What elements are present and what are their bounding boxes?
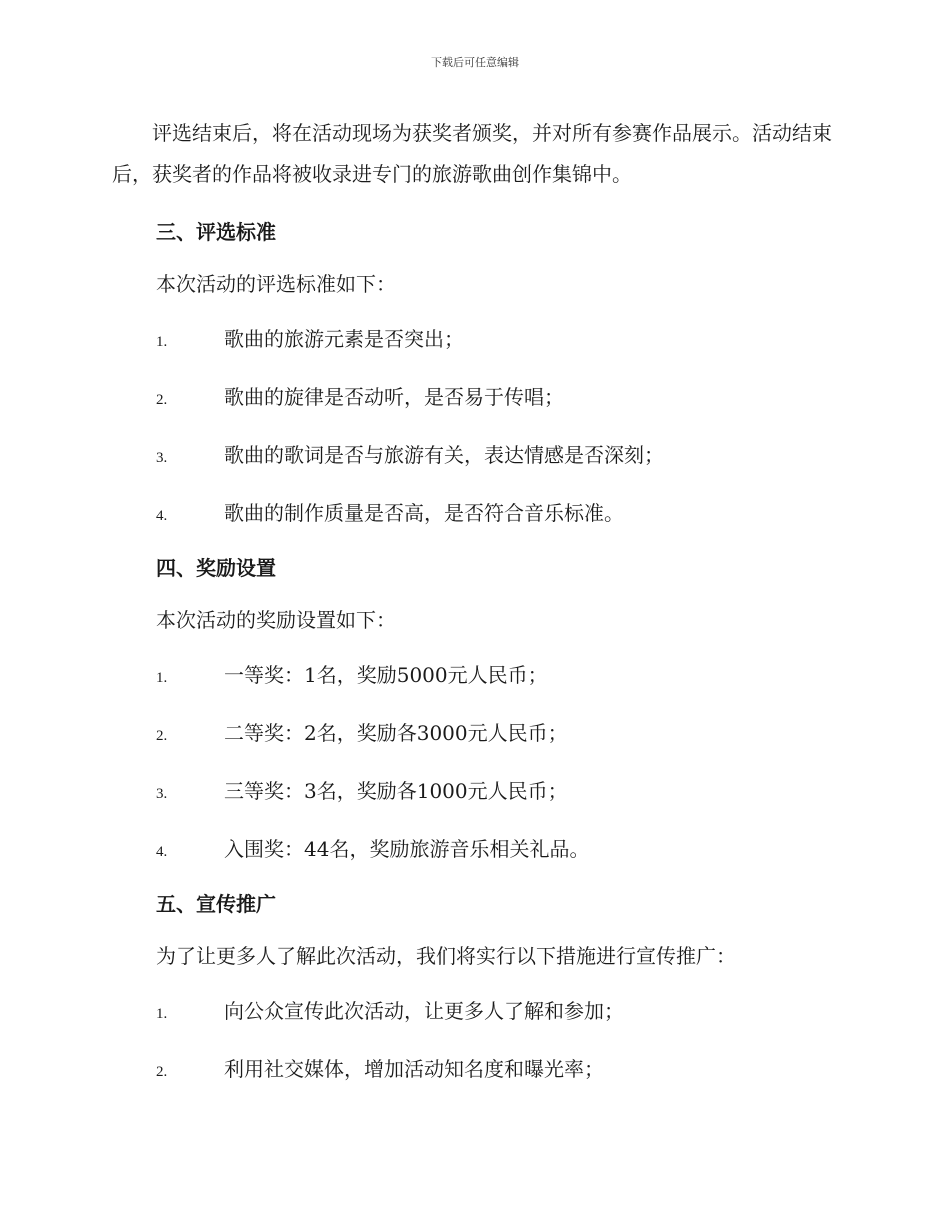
list-text: 向公众宣传此次活动，让更多人了解和参加； [224, 999, 624, 1023]
section-heading: 四、奖励设置 [156, 556, 276, 580]
document-body [112, 113, 837, 1087]
list-number: 1. [156, 670, 168, 686]
list-number: 2. [156, 728, 168, 744]
section-intro: 本次活动的奖励设置如下： [156, 608, 396, 632]
list-item [156, 718, 837, 751]
list-number: 4. [156, 844, 168, 860]
list-number: 1. [156, 334, 168, 350]
list-item [156, 834, 837, 867]
list-item [156, 382, 837, 415]
list-text: 三等奖：3名，奖励各1000元人民币； [224, 779, 568, 803]
intro-paragraph: 评选结束后，将在活动现场为获奖者颁奖，并对所有参赛作品展示。活动结束后，获奖者的作品将被收录进专门的旅游歌曲创作集锦中。 [112, 121, 832, 186]
section-intro: 为了让更多人了解此次活动，我们将实行以下措施进行宣传推广： [156, 944, 736, 968]
list-item [156, 440, 837, 473]
list-number: 3. [156, 450, 168, 466]
list-item [156, 1054, 837, 1087]
list-number: 2. [156, 1064, 168, 1080]
list-item [156, 776, 837, 809]
promotion-list [112, 996, 837, 1087]
list-number: 4. [156, 508, 168, 524]
list-text: 入围奖：44名，奖励旅游音乐相关礼品。 [224, 837, 590, 861]
list-text: 歌曲的歌词是否与旅游有关，表达情感是否深刻； [224, 443, 664, 467]
section-awards [112, 553, 837, 867]
list-item [156, 996, 837, 1029]
section-promotion [112, 889, 837, 1087]
list-number: 2. [156, 392, 168, 408]
list-number: 3. [156, 786, 168, 802]
list-item [156, 324, 837, 357]
section-heading: 三、评选标准 [156, 220, 276, 244]
list-text: 歌曲的制作质量是否高，是否符合音乐标准。 [224, 501, 624, 525]
list-item [156, 660, 837, 693]
list-text: 一等奖：1名，奖励5000元人民币； [224, 663, 548, 687]
list-text: 歌曲的旅游元素是否突出； [224, 327, 464, 351]
section-judging-criteria [112, 217, 837, 531]
list-text: 歌曲的旋律是否动听，是否易于传唱； [224, 385, 564, 409]
section-heading: 五、宣传推广 [156, 892, 276, 916]
list-item [156, 498, 837, 531]
list-number: 1. [156, 1006, 168, 1022]
page-header: 下载后可任意编辑 [431, 56, 519, 69]
list-text: 二等奖：2名，奖励各3000元人民币； [224, 721, 568, 745]
criteria-list [112, 324, 837, 531]
awards-list [112, 660, 837, 867]
section-intro: 本次活动的评选标准如下： [156, 272, 396, 296]
list-text: 利用社交媒体，增加活动知名度和曝光率； [224, 1057, 604, 1081]
